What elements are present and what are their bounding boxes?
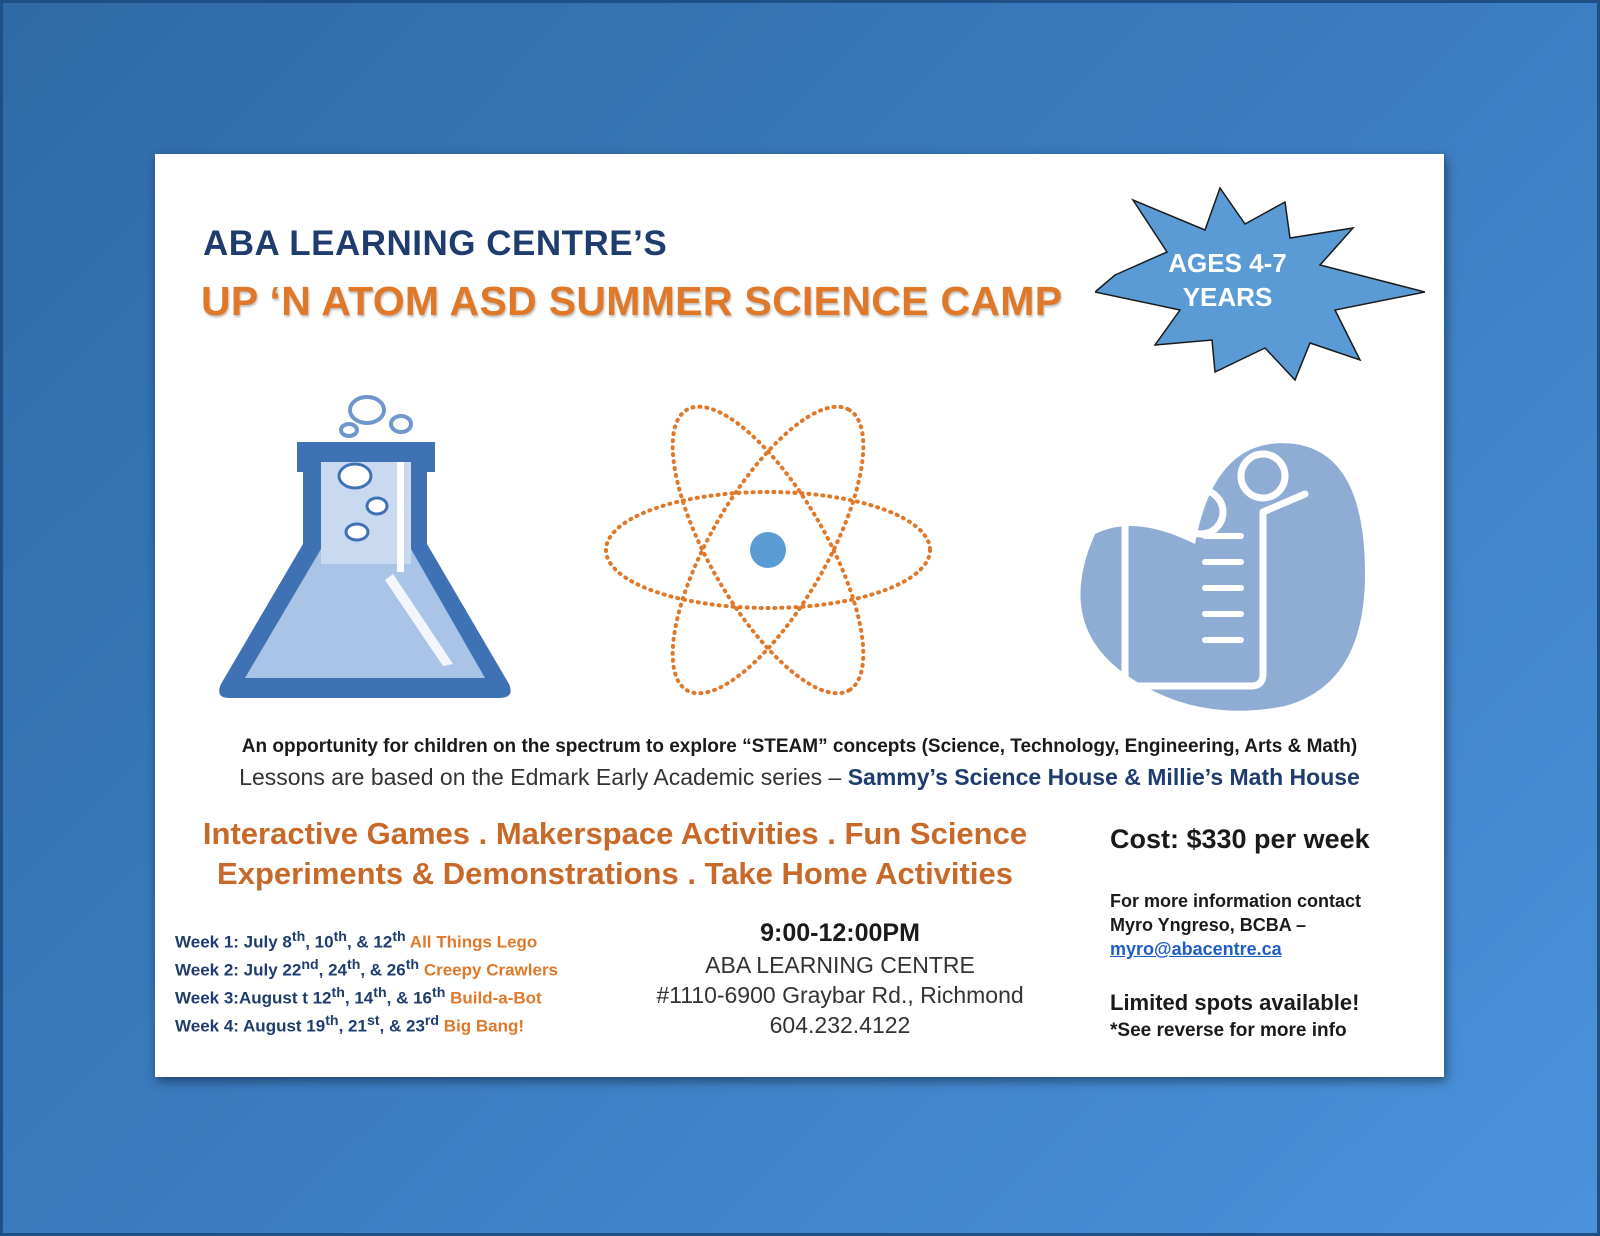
week-suffix: st <box>366 1013 380 1030</box>
week-suffix: th <box>392 929 406 945</box>
week-theme: Build-a-Bot <box>450 988 542 1008</box>
contact-line-1: For more information contact <box>1110 891 1362 911</box>
activities-line-2: Experiments & Demonstrations . Take Home Activities <box>217 856 1013 891</box>
activities-list <box>175 814 1055 894</box>
week-row <box>175 982 558 1010</box>
week-theme: All Things Lego <box>409 932 538 952</box>
week-label: Week 2: July 22 <box>175 960 302 980</box>
lessons-line <box>155 764 1444 791</box>
week-suffix: rd <box>424 1013 440 1030</box>
week-suffix: th <box>405 957 420 974</box>
see-reverse-note: *See reverse for more info <box>1110 1020 1347 1041</box>
week-label: Week 1: July 8 <box>175 932 292 952</box>
week-suffix: th <box>346 957 361 974</box>
week-date: , & 12 <box>346 932 393 952</box>
venue-name: ABA LEARNING CENTRE <box>705 952 975 978</box>
steam-tagline: An opportunity for children on the spectrum to explore “STEAM” concepts (Science, Technology, Engineering, Arts & Math) <box>241 736 1358 757</box>
flyer-card <box>155 154 1444 1077</box>
week-suffix: th <box>331 985 345 1002</box>
activities-line-1: Interactive Games . Makerspace Activities . Fun Science <box>202 816 1028 851</box>
week-theme: Creepy Crawlers <box>423 960 559 980</box>
week-suffix: th <box>431 985 446 1002</box>
camp-time: 9:00-12:00PM <box>760 919 920 947</box>
week-date: , 14 <box>344 988 374 1008</box>
week-suffix: th <box>373 985 387 1002</box>
lessons-highlight: Sammy’s Science House & Millie’s Math House <box>847 764 1360 790</box>
contact-info <box>1110 889 1361 961</box>
week-row <box>175 1010 558 1038</box>
lessons-prefix: Lessons are based on the Edmark Early Academic series – <box>239 764 848 790</box>
week-date: , 21 <box>338 1017 367 1037</box>
week-theme: Big Bang! <box>443 1017 525 1037</box>
beaker-icon <box>1055 424 1375 714</box>
week-row <box>175 926 558 954</box>
schedule-block <box>615 916 1065 1040</box>
week-suffix: th <box>325 1013 339 1030</box>
week-suffix: th <box>291 929 306 945</box>
age-badge-line-1: AGES 4-7 <box>1168 248 1287 278</box>
week-row <box>175 954 558 982</box>
title-line-1: ABA LEARNING CENTRE’S <box>203 224 668 263</box>
week-date: , 24 <box>318 960 347 980</box>
week-date: , & 23 <box>379 1017 425 1037</box>
week-suffix: th <box>333 929 347 945</box>
venue-address: #1110-6900 Graybar Rd., Richmond <box>656 982 1024 1008</box>
weeks-schedule <box>175 926 558 1039</box>
week-date: , 10 <box>305 932 334 952</box>
atom-icon <box>603 398 933 698</box>
contact-email-link[interactable]: myro@abacentre.ca <box>1110 939 1282 959</box>
contact-line-2: Myro Yngreso, BCBA – <box>1110 915 1307 935</box>
age-badge-line-2: YEARS <box>1182 282 1273 312</box>
age-badge-text <box>1095 246 1360 314</box>
venue-phone: 604.232.4122 <box>769 1012 911 1038</box>
cost-label: Cost: $330 per week <box>1110 824 1370 854</box>
week-date: , & 16 <box>386 988 432 1008</box>
week-label: Week 3:August t 12 <box>175 988 332 1008</box>
week-label: Week 4: August 19 <box>175 1017 326 1037</box>
week-suffix: nd <box>301 957 319 974</box>
week-date: , & 26 <box>360 960 406 980</box>
flask-icon <box>215 394 515 704</box>
limited-spots: Limited spots available! <box>1110 990 1360 1015</box>
title-line-2: UP ‘N ATOM ASD SUMMER SCIENCE CAMP <box>201 278 1063 324</box>
